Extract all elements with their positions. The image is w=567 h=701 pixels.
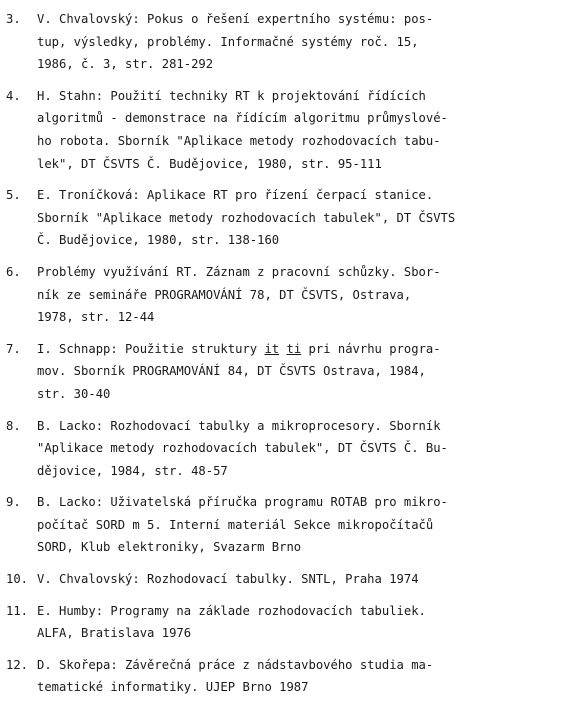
reference-line: tup, výsledky, problémy. Informačné systémy roč. 15,: [37, 34, 419, 49]
reference-item-5: [6, 184, 557, 252]
reference-line: H. Stahn: Použití techniky RT k projektování řídících: [37, 88, 426, 103]
reference-text: [37, 491, 557, 559]
reference-line: počítač SORD m 5. Interní materiál Sekce mikropočítačů: [37, 517, 434, 532]
reference-item-7: [6, 338, 557, 406]
reference-line: ník ze semináře PROGRAMOVÁNÍ 78, DT ČSVTS, Ostrava,: [37, 287, 412, 302]
reference-line: dějovice, 1984, str. 48-57: [37, 463, 228, 478]
reference-line: Č. Budějovice, 1980, str. 138-160: [37, 233, 280, 248]
reference-text: [37, 568, 557, 591]
reference-number: 10.: [6, 572, 29, 587]
reference-line: SORD, Klub elektroniky, Svazarm Brno: [37, 540, 302, 555]
reference-item-4: [6, 85, 557, 175]
reference-item-9: [6, 491, 557, 559]
reference-number: 8.: [6, 418, 21, 433]
reference-text: [37, 85, 557, 175]
reference-text: [37, 261, 557, 329]
reference-number: 7.: [6, 341, 21, 356]
reference-list: [6, 8, 557, 699]
reference-line: algoritmů - demonstrace na řídícím algoritmu průmyslové-: [37, 111, 448, 126]
reference-item-6: [6, 261, 557, 329]
reference-item-12: [6, 654, 557, 699]
reference-item-8: [6, 415, 557, 483]
reference-line: ALFA, Bratislava 1976: [37, 626, 192, 641]
reference-number: 4.: [6, 88, 21, 103]
reference-line: tematické informatiky. UJEP Brno 1987: [37, 680, 309, 695]
reference-line: 1978, str. 12-44: [37, 310, 155, 325]
reference-text: [37, 600, 557, 645]
reference-line: [37, 338, 557, 361]
reference-item-10: [6, 568, 557, 591]
reference-line: lek", DT ČSVTS Č. Budějovice, 1980, str. 95-111: [37, 156, 382, 171]
reference-number: 5.: [6, 188, 21, 203]
underlined-term: it: [264, 341, 280, 356]
reference-text: [37, 654, 557, 699]
reference-line: Problémy využívání RT. Záznam z pracovní schůzky. Sbor-: [37, 264, 441, 279]
reference-line: Sborník "Aplikace metody rozhodovacích tabulek", DT ČSVTS: [37, 210, 456, 225]
reference-line: ho robota. Sborník "Aplikace metody rozhodovacích tabu-: [37, 133, 441, 148]
reference-item-3: [6, 8, 557, 76]
reference-line: D. Skořepa: Závěrečná práce z nádstavbového studia ma-: [37, 657, 434, 672]
reference-line: "Aplikace metody rozhodovacích tabulek", DT ČSVTS Č. Bu-: [37, 441, 448, 456]
reference-line: B. Lacko: Uživatelská příručka programu ROTAB pro mikro-: [37, 495, 448, 510]
reference-line-end: pri návrhu progra-: [301, 341, 441, 356]
reference-line: V. Chvalovský: Pokus o řešení expertního systému: pos-: [37, 12, 434, 26]
reference-line: mov. Sborník PROGRAMOVÁNÍ 84, DT ČSVTS Ostrava, 1984,: [37, 364, 426, 379]
reference-line-start: I. Schnapp: Použitie struktury: [37, 341, 265, 356]
reference-line: V. Chvalovský: Rozhodovací tabulky. SNTL, Praha 1974: [37, 572, 419, 587]
reference-line-gap: [279, 342, 286, 356]
reference-line: E. Troníčková: Aplikace RT pro řízení čerpací stanice.: [37, 188, 434, 203]
reference-line: E. Humby: Programy na základe rozhodovacích tabuliek.: [37, 603, 426, 618]
reference-number: 3.: [6, 12, 21, 26]
reference-text: [37, 338, 557, 406]
reference-item-11: [6, 600, 557, 645]
underlined-term: ti: [286, 341, 302, 356]
reference-number: 6.: [6, 264, 21, 279]
reference-number: 11.: [6, 603, 29, 618]
reference-line: B. Lacko: Rozhodovací tabulky a mikroprocesory. Sborník: [37, 418, 441, 433]
reference-text: [37, 415, 557, 483]
reference-text: [37, 8, 557, 76]
reference-line: str. 30-40: [37, 386, 111, 401]
reference-number: 12.: [6, 657, 29, 672]
reference-number: 9.: [6, 495, 21, 510]
reference-line: 1986, č. 3, str. 281-292: [37, 57, 214, 72]
reference-text: [37, 184, 557, 252]
